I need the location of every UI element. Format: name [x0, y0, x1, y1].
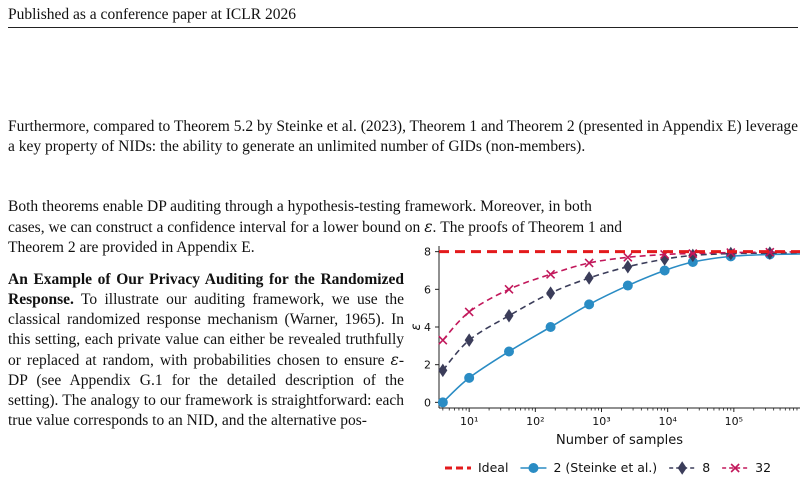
- epsilon-symbol: ε: [390, 351, 399, 369]
- data-point: [438, 398, 447, 407]
- text-span: . The proofs of Theorem 1 and: [432, 219, 623, 236]
- x-tick-label: 10⁵: [724, 415, 744, 428]
- legend-item: [722, 460, 771, 475]
- series-2-steinke-et-al-: [438, 250, 800, 407]
- chart-axes: [424, 246, 800, 428]
- legend-item: [520, 460, 657, 475]
- legend-label: 2 (Steinke et al.): [553, 460, 658, 475]
- data-point: [529, 464, 538, 473]
- paragraph-line: Theorem 2 are provided in Appendix E.: [8, 239, 255, 256]
- legend-item: [669, 460, 710, 475]
- paragraph-randomized-response: [8, 270, 404, 431]
- data-point: [439, 336, 447, 344]
- paragraph-line: Both theorems enable DP auditing through a hypothesis-testing framework. Moreover, in both: [8, 198, 592, 215]
- data-point: [546, 286, 555, 300]
- series-8: [438, 246, 800, 377]
- data-point: [585, 300, 594, 309]
- paragraph-theorem-comparison: Furthermore, compared to Theorem 5.2 by Steinke et al. (2023), Theorem 1 and Theorem 2 (presented in Appendix E) leverage a key property of NIDs: the ability to generate an unlimited number of GIDs (non-members).: [8, 118, 798, 155]
- data-point: [546, 323, 555, 332]
- epsilon-symbol: ε: [424, 218, 433, 236]
- paragraph-line: [8, 217, 798, 238]
- header-rule: [8, 27, 798, 28]
- x-tick-label: 10⁴: [658, 415, 677, 428]
- data-point: [660, 266, 669, 275]
- paragraph-heading: An Example of Our Privacy Auditing for the Randomized Response.: [8, 271, 404, 308]
- series-line: [443, 253, 800, 371]
- data-point: [678, 461, 687, 475]
- text-span: -DP (see Appendix G.1 for the detailed description of the setting). The analogy to our framework is straightforward: each true value corresponds to an NID, and the alternative pos-: [8, 352, 404, 429]
- y-tick-label: 0: [424, 396, 431, 410]
- x-tick-label: 10¹: [459, 415, 479, 428]
- data-point: [505, 309, 514, 323]
- x-axis-label: Number of samples: [555, 433, 684, 448]
- y-tick-label: 2: [424, 358, 431, 372]
- x-tick-label: 10³: [592, 415, 611, 428]
- series-32: [439, 248, 800, 344]
- data-point: [465, 333, 474, 347]
- chart-legend: [445, 460, 771, 475]
- data-point: [465, 308, 473, 316]
- x-tick-label: 10²: [526, 415, 545, 428]
- y-axis-label: ε: [409, 323, 424, 331]
- y-tick-label: 6: [424, 283, 431, 297]
- series-line: [443, 252, 800, 340]
- figure-epsilon-vs-samples: [409, 240, 806, 492]
- legend-label: 32: [755, 460, 772, 475]
- series-line: [443, 254, 800, 402]
- data-point: [623, 281, 632, 290]
- legend-label: Ideal: [478, 460, 509, 475]
- data-point: [505, 347, 514, 356]
- y-tick-label: 8: [424, 245, 431, 259]
- page-header: Published as a conference paper at ICLR 2026: [8, 6, 296, 23]
- text-span: cases, we can construct a confidence interval for a lower bound on: [8, 219, 425, 236]
- legend-item: [445, 460, 508, 475]
- legend-label: 8: [702, 460, 711, 475]
- chart-plot-area: [438, 246, 800, 406]
- data-point: [465, 373, 474, 382]
- text-span: To illustrate our auditing framework, we use the classical randomized response mechanism (Warner, 1965). In this setting, each private value can either be revealed truthfully or replaced at random, with probabilities chosen to ensure: [8, 291, 404, 369]
- data-point: [505, 285, 513, 293]
- data-point: [623, 260, 632, 274]
- data-point: [585, 271, 594, 285]
- chart-svg: [409, 240, 806, 492]
- y-tick-label: 4: [424, 321, 431, 334]
- data-point: [547, 270, 555, 278]
